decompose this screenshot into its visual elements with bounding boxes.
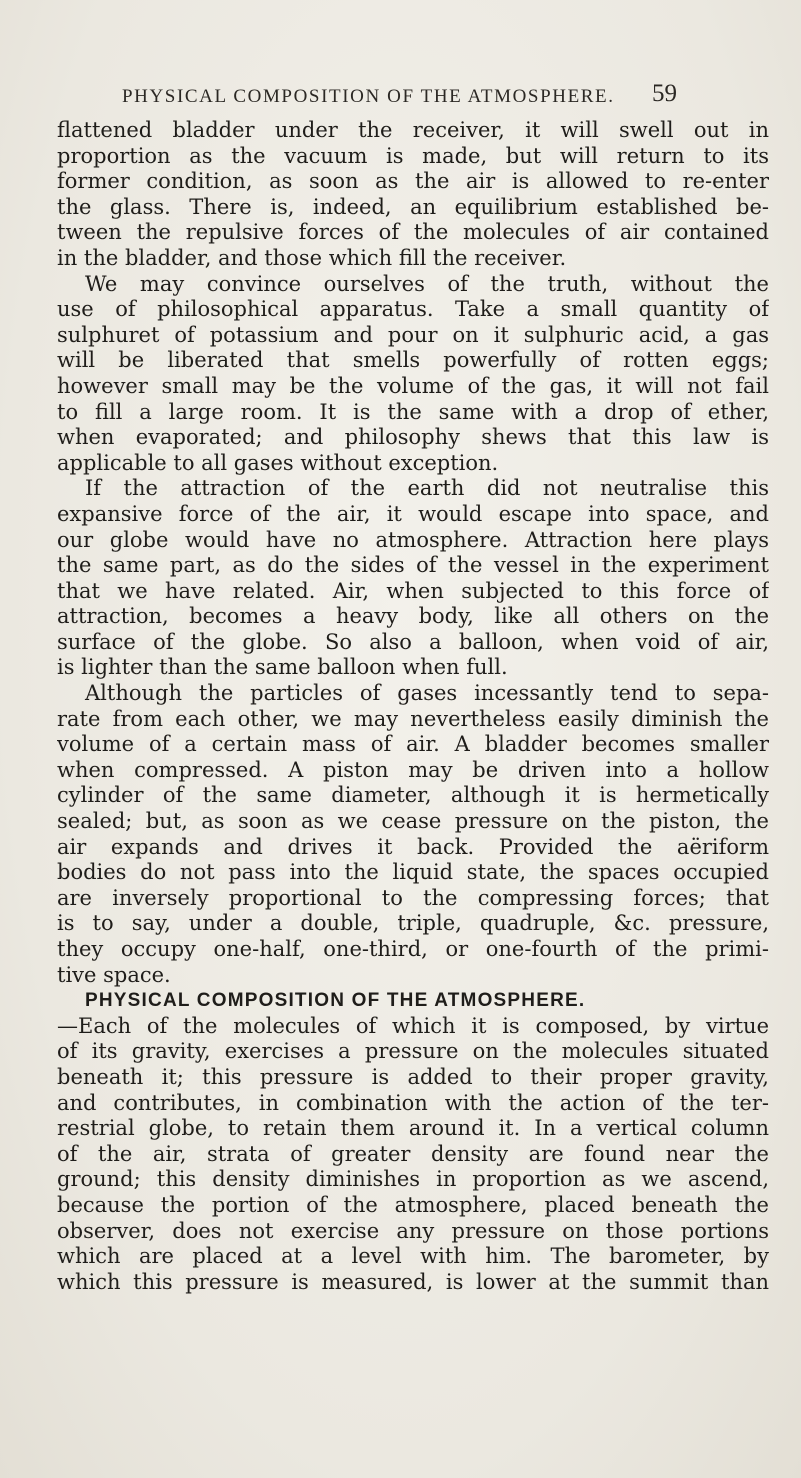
running-head <box>0 80 801 114</box>
text-line: sulphuret of potassium and pour on it sulphuric acid, a gas <box>57 322 769 347</box>
text-line: when compressed. A piston may be driven into a hollow <box>57 757 769 782</box>
text-line: flattened bladder under the receiver, it will swell out in <box>57 118 769 142</box>
text-line: is lighter than the same balloon when full. <box>57 655 508 680</box>
text-line: when evaporated; and philosophy shews that this law is <box>57 425 769 450</box>
text-line: to fill a large room. It is the same with a drop of ether, <box>57 399 769 424</box>
text-line: ground; this density diminishes in proportion as we ascend, <box>57 1167 769 1192</box>
text-line: however small may be the volume of the gas, it will not fail <box>57 373 769 398</box>
text-line: —Each of the molecules of which it is composed, by virtue <box>57 1013 769 1038</box>
text-line: observer, does not exercise any pressure on those portions <box>57 1218 769 1243</box>
text-line: tween the repulsive forces of the molecules of air contained <box>57 220 769 245</box>
text-line: which are placed at a level with him. The barometer, by <box>57 1244 769 1269</box>
text-line: the glass. There is, indeed, an equilibrium established be- <box>57 194 769 219</box>
text-line: cylinder of the same diameter, although it is hermetically <box>57 783 769 808</box>
text-line: volume of a certain mass of air. A bladder becomes smaller <box>57 732 769 757</box>
body-text <box>57 118 769 1295</box>
text-line: applicable to all gases without exception. <box>57 450 499 475</box>
text-line: which this pressure is measured, is lower at the summit than <box>57 1269 769 1294</box>
text-line: that we have related. Air, when subjected to this force of <box>57 578 769 603</box>
text-line: they occupy one-half, one-third, or one-fourth of the primi- <box>57 937 769 961</box>
text-line: beneath it; this pressure is added to their proper gravity, <box>57 1064 769 1089</box>
text-line: sealed; but, as soon as we cease pressure on the piston, the <box>57 809 769 834</box>
text-line: proportion as the vacuum is made, but will return to its <box>57 143 769 168</box>
text-line: our globe would have no atmosphere. Attraction here plays <box>57 527 769 552</box>
text-line: will be liberated that smells powerfully of rotten eggs; <box>57 348 769 373</box>
text-line: are inversely proportional to the compressing forces; that <box>57 885 769 910</box>
paragraph-first-line: Although the particles of gases incessantly tend to sepa- <box>85 681 769 706</box>
text-line: expansive force of the air, it would escape into space, and <box>57 501 769 526</box>
text-line: use of philosophical apparatus. Take a small quantity of <box>57 297 769 322</box>
text-line: and contributes, in combination with the action of the ter- <box>57 1090 769 1115</box>
text-line: restrial globe, to retain them around it. In a vertical column <box>57 1116 769 1141</box>
paragraph-first-line: If the attraction of the earth did not neutralise this <box>85 476 769 501</box>
text-line: the same part, as do the sides of the vessel in the experiment <box>57 553 769 578</box>
running-title: PHYSICAL COMPOSITION OF THE ATMOSPHERE. <box>122 86 615 107</box>
page-number: 59 <box>652 80 677 107</box>
text-line: former condition, as soon as the air is allowed to re-enter <box>57 169 769 194</box>
paragraph-first-line: We may convince ourselves of the truth, without the <box>85 271 769 296</box>
text-line: bodies do not pass into the liquid state, the spaces occupied <box>57 860 769 885</box>
text-line: air expands and drives it back. Provided the aëriform <box>57 834 769 859</box>
text-line: attraction, becomes a heavy body, like all others on the <box>57 604 769 629</box>
text-line: surface of the globe. So also a balloon, when void of air, <box>57 629 769 654</box>
text-line: of its gravity, exercises a pressure on the molecules situated <box>57 1039 769 1064</box>
text-line: is to say, under a double, triple, quadruple, &c. pressure, <box>57 911 769 936</box>
text-line: of the air, strata of greater density are found near the <box>57 1141 769 1166</box>
text-line: tive space. <box>57 962 171 987</box>
text-line: in the bladder, and those which fill the receiver. <box>57 245 567 270</box>
text-line: because the portion of the atmosphere, placed beneath the <box>57 1192 769 1217</box>
section-heading: PHYSICAL COMPOSITION OF THE ATMOSPHERE. <box>85 990 586 1012</box>
text-line: rate from each other, we may nevertheless easily diminish the <box>57 706 769 731</box>
